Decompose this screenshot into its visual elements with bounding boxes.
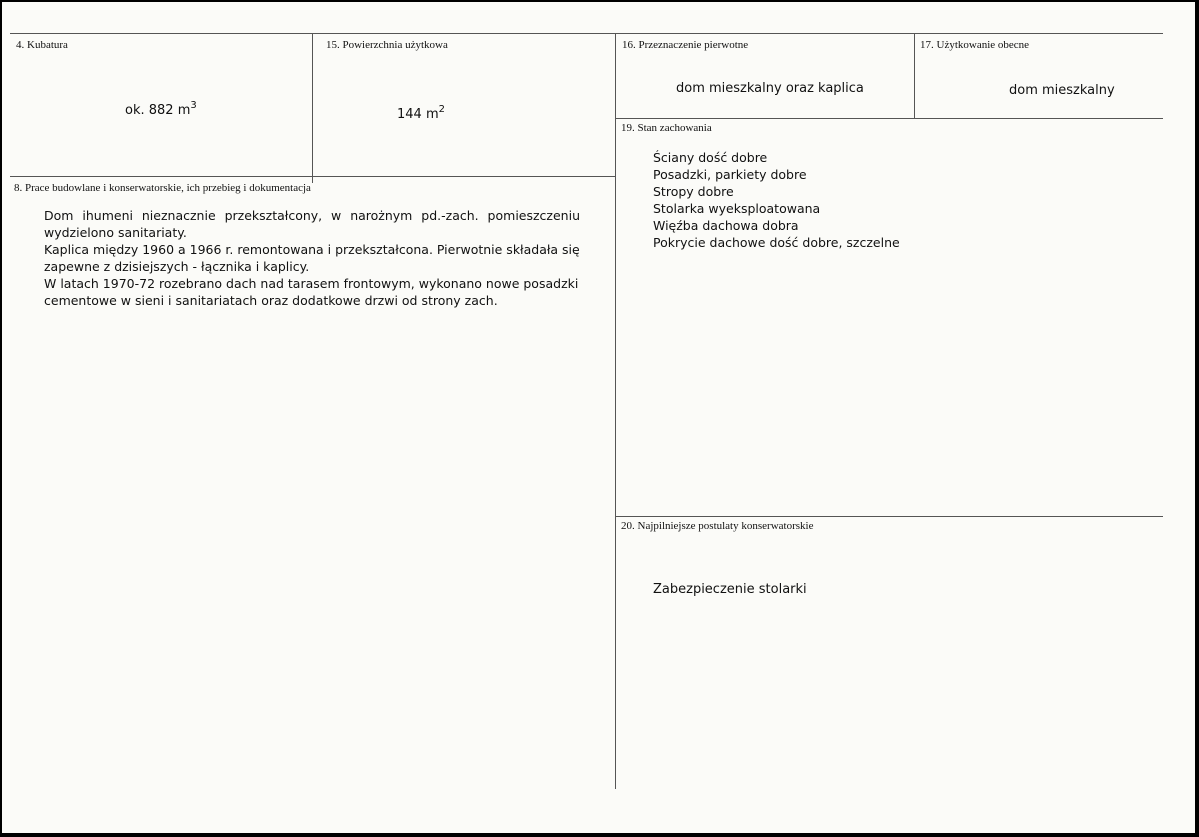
record-card-sheet	[2, 2, 1195, 833]
postulaty-label: 20. Najpilniejsze postulaty konserwatorskie	[621, 520, 814, 532]
powierzchnia-value	[397, 103, 445, 123]
stan-line: Posadzki, parkiety dobre	[653, 167, 807, 182]
prace-line: cementowe w sieni i sanitariatach oraz dodatkowe drzwi od strony zach.	[44, 293, 498, 308]
przeznaczenie-label: 16. Przeznaczenie pierwotne	[622, 39, 749, 51]
divider-right-top	[616, 118, 1163, 119]
divider-uzytkowanie	[914, 33, 915, 118]
stan-line: Ściany dość dobre	[653, 150, 768, 165]
postulaty-value: Zabezpieczenie stolarki	[653, 582, 807, 597]
divider-center	[615, 33, 616, 789]
prace-label: 8. Prace budowlane i konserwatorskie, ich przebieg i dokumentacja	[14, 182, 311, 194]
stan-list	[653, 149, 900, 251]
stan-line: Pokrycie dachowe dość dobre, szczelne	[653, 235, 900, 250]
prace-line: W latach 1970-72 rozebrano dach nad tarasem frontowym, wykonano nowe posadzki	[44, 276, 579, 291]
prace-line: zapewne z dzisiejszych - łącznika i kaplicy.	[44, 259, 310, 274]
prace-text	[44, 207, 580, 309]
prace-line: Kaplica między 1960 a 1966 r. remontowana i przekształcona. Pierwotnie składała się	[44, 242, 580, 257]
kubatura-exponent: 3	[190, 99, 197, 111]
kubatura-label: 4. Kubatura	[16, 39, 68, 51]
divider-right-bottom	[616, 516, 1163, 517]
powierzchnia-number: 144 m	[397, 107, 439, 122]
divider-left-top	[10, 176, 616, 177]
prace-line: Dom ihumeni nieznacznie przekształcony, w narożnym pd.-zach. pomieszczeniu	[44, 208, 580, 223]
kubatura-number: ok. 882 m	[125, 103, 191, 118]
przeznaczenie-value: dom mieszkalny oraz kaplica	[676, 81, 864, 96]
stan-label: 19. Stan zachowania	[621, 122, 712, 134]
powierzchnia-exponent: 2	[438, 103, 445, 115]
stan-line: Stolarka wyeksploatowana	[653, 201, 821, 216]
divider-kubatura	[312, 33, 313, 183]
powierzchnia-label: 15. Powierzchnia użytkowa	[326, 39, 448, 51]
stan-line: Stropy dobre	[653, 184, 734, 199]
uzytkowanie-label: 17. Użytkowanie obecne	[920, 39, 1030, 51]
kubatura-value	[125, 99, 197, 119]
uzytkowanie-value: dom mieszkalny	[1009, 83, 1115, 98]
prace-line: wydzielono sanitariaty.	[44, 225, 187, 240]
stan-line: Więźba dachowa dobra	[653, 218, 799, 233]
top-border	[10, 33, 1163, 34]
